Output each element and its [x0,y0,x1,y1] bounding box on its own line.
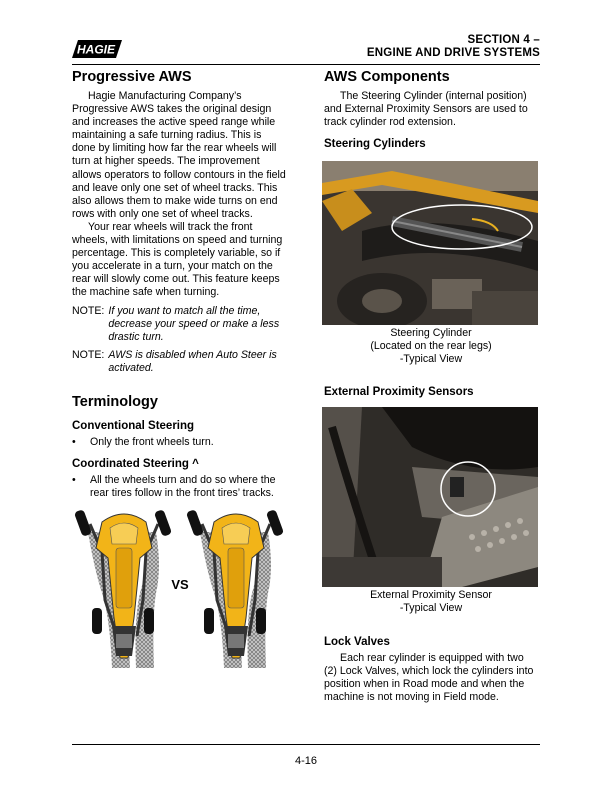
caption-line: Steering Cylinder [390,327,472,340]
conventional-steering-heading: Conventional Steering [72,419,195,432]
progressive-aws-paragraph-1: Hagie Manufacturing Company’s Progressive AWS takes the original design and increases the active speed range while maintaining a safe turning radius. This is done by limiting how far the rear wheels will turn at higher speeds. The improvement allows operators to follow contours in the field and leave only one set of wheel tracks. This also allows them to make wide turns on end rows with only one set of wheel tracks. [72,90,286,220]
steering-comparison-illustration [72,508,288,670]
progressive-aws-paragraph-2: Your rear wheels will track the front wheels, with limitations on speed and turning percentage. This is completely variable, so if you accelerate in a turn, your match on the rear will slowly come out. This feature keeps the machine safe when turning. [72,220,283,299]
vs-label: VS [171,577,189,593]
section-heading [367,34,540,60]
coordinated-steering-heading: Coordinated Steering ^ [72,458,199,471]
conventional-steering-bullet [72,436,286,449]
caption-line: External Proximity Sensor [370,588,492,601]
caption-line: (Located on the rear legs) [370,340,492,353]
hagie-logo [72,40,122,58]
bullet-text: Only the front wheels turn. [90,435,214,448]
progressive-aws-heading: Progressive AWS [72,69,192,85]
footer-rule [72,744,540,745]
note-2 [72,349,286,375]
note-1-label: NOTE: [72,304,105,317]
steering-cylinders-heading: Steering Cylinders [324,138,426,151]
logo-text: HAGIE [76,42,116,57]
section-title: ENGINE AND DRIVE SYSTEMS [366,47,540,59]
aws-components-heading: AWS Components [324,69,450,85]
external-proximity-sensors-heading: External Proximity Sensors [324,385,474,398]
header-rule [72,64,540,65]
caption-line: -Typical View [399,601,463,614]
note-2-label: NOTE: [72,348,105,361]
coordinated-steering-bullet [72,474,286,500]
steering-cylinder-photo [322,161,538,325]
caption-line: -Typical View [399,353,463,366]
lock-valves-heading: Lock Valves [324,635,390,648]
bullet-mark: • [72,435,76,448]
note-1 [72,305,286,344]
note-2-text: AWS is disabled when Auto Steer is activated. [108,348,277,374]
bullet-mark: • [72,474,76,487]
aws-components-paragraph: The Steering Cylinder (internal position) and External Proximity Sensors are used to track cylinder rod extension. [324,90,528,129]
right-column [324,68,538,704]
proximity-sensor-photo [322,407,538,587]
proximity-sensor-caption [324,589,538,615]
steering-cylinder-caption [324,327,538,366]
note-1-text: If you want to match all the time, decrease your speed or make a less drastic turn. [108,304,280,343]
lock-valves-paragraph: Each rear cylinder is equipped with two (2) Lock Valves, which lock the cylinders into position when in Road mode and when the machine is not moving in Field mode. [324,651,534,704]
bullet-text: All the wheels turn and do so where the rear tires follow in the front tires’ tracks. [90,474,276,500]
page-number: 4-16 [294,755,318,767]
left-column [72,68,286,670]
terminology-heading: Terminology [72,393,158,410]
section-number: SECTION 4 – [467,34,540,46]
